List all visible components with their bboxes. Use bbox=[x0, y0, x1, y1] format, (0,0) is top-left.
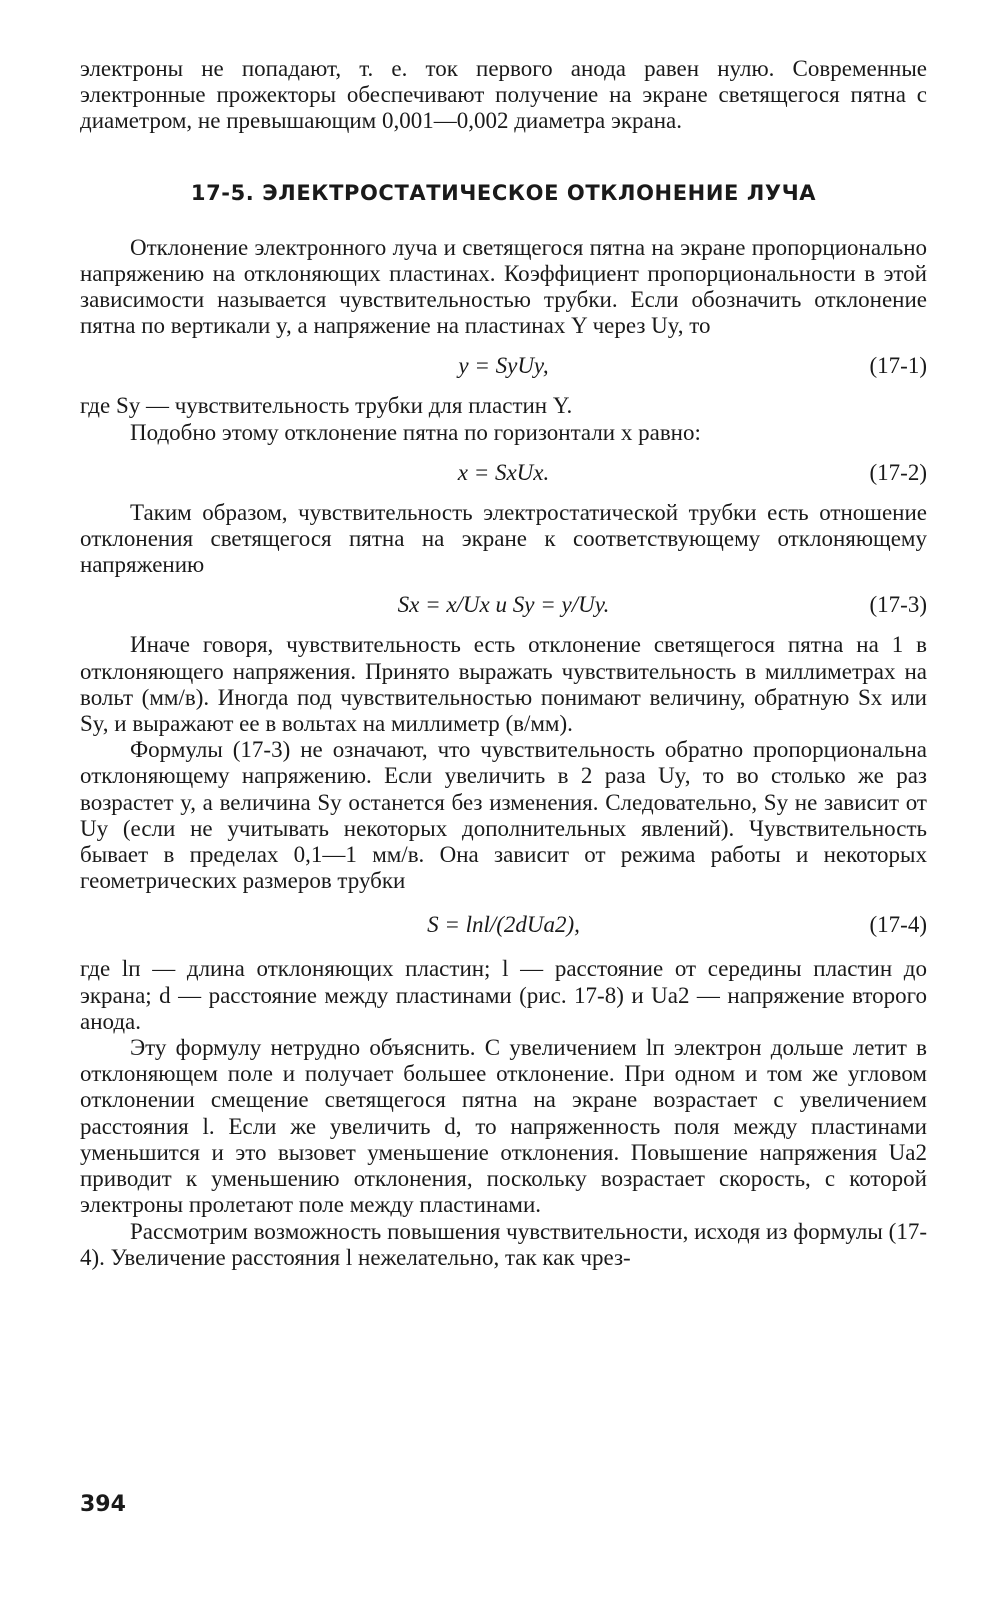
formula-expression: x = SxUx. bbox=[457, 459, 550, 485]
paragraph-formulas-meaning: Формулы (17-3) не означают, что чувствительность обратно пропорциональна отклоняющему напряжению. Если увеличить в 2 раза Uy, то во столько же раз возрастет y, а величина Sy останется без изменения. Следовательно, Sy не зависит от Uy (если не учитывать некоторых дополнительных явлений). Чувствительность бывает в пределах 0,1—1 мм/в. Она зависит от режима работы и некоторых геометрических размеров трубки bbox=[80, 737, 927, 894]
formula-expression: S = lпl/(2dUа2), bbox=[427, 912, 580, 938]
paragraph-sy-definition: где Sy — чувствительность трубки для пластин Y. bbox=[80, 393, 573, 419]
formula-number: (17-2) bbox=[869, 459, 927, 485]
formula-17-3 bbox=[80, 582, 927, 628]
paragraph-increase-sensitivity: Рассмотрим возможность повышения чувствительности, исходя из формулы (17-4). Увеличение расстояния l нежелательно, так как чрез- bbox=[80, 1218, 927, 1270]
formula-number: (17-1) bbox=[869, 353, 927, 379]
section-heading: 17-5. ЭЛЕКТРОСТАТИЧЕСКОЕ ОТКЛОНЕНИЕ ЛУЧА bbox=[190, 180, 817, 205]
formula-number: (17-4) bbox=[869, 912, 927, 938]
formula-expression: y = SyUy, bbox=[458, 353, 549, 379]
formula-17-4 bbox=[80, 902, 927, 948]
paragraph-explanation: Эту формулу нетрудно объяснить. С увеличением lп электрон дольше летит в отклоняющем поле и получает большее отклонение. При одном и том же угловом отклонении смещение светящегося пятна на экране возрастает с увеличением расстояния l. Если же увеличить d, то напряженность поля между пластинами уменьшится и это вызовет уменьшение отклонения. Повышение напряжения Uа2 приводит к уменьшению отклонения, поскольку возрастает скорость, с которой электроны пролетают поле между пластинами. bbox=[80, 1035, 927, 1218]
paragraph-continued: электроны не попадают, т. е. ток первого анода равен нулю. Современные электронные прожекторы обеспечивают получение на экране светящегося пятна с диаметром, не превышающим 0,001—0,002 диаметра экрана. bbox=[80, 56, 927, 134]
paragraph-deflection-intro: Отклонение электронного луча и светящегося пятна на экране пропорционально напряжению на отклоняющих пластинах. Коэффициент пропорциональности в этой зависимости называется чувствительностью трубки. Если обозначить отклонение пятна по вертикали y, а напряжение на пластинах Y через Uy, то bbox=[80, 234, 927, 339]
formula-17-2 bbox=[80, 450, 927, 496]
formula-expression: Sx = x/Ux и Sy = y/Uy. bbox=[397, 592, 610, 618]
formula-17-1 bbox=[80, 343, 927, 389]
paragraph-variables: где lп — длина отклоняющих пластин; l — расстояние от середины пластин до экрана; d — расстояние между пластинами (рис. 17-8) и Uа2 — напряжение второго анода. bbox=[80, 956, 927, 1034]
paragraph-horizontal: Подобно этому отклонение пятна по горизонтали x равно: bbox=[130, 419, 701, 445]
formula-number: (17-3) bbox=[869, 592, 927, 618]
page-number: 394 bbox=[80, 1492, 126, 1517]
paragraph-units: Иначе говоря, чувствительность есть отклонение светящегося пятна на 1 в отклоняющего напряжения. Принято выражать чувствительность в миллиметрах на вольт (мм/в). Иногда под чувствительностью понимают величину, обратную Sx или Sy, и выражают ее в вольтах на миллиметр (в/мм). bbox=[80, 632, 927, 737]
paragraph-sensitivity-ratio: Таким образом, чувствительность электростатической трубки есть отношение отклонения светящегося пятна на экране к соответствующему отклоняющему напряжению bbox=[80, 499, 927, 578]
